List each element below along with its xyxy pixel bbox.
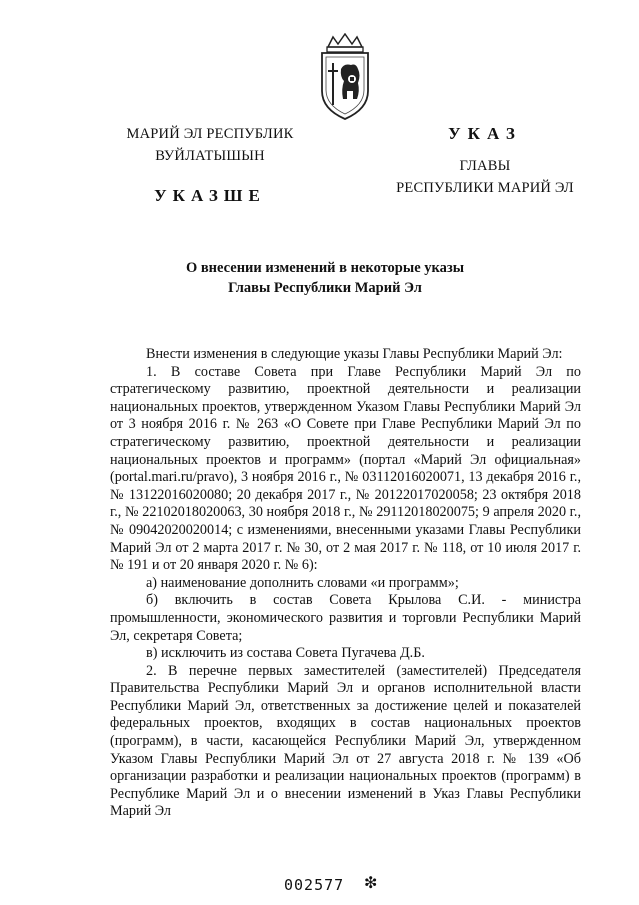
header-left-line1: МАРИЙ ЭЛ РЕСПУБЛИК	[126, 126, 294, 142]
document-body	[110, 346, 581, 821]
serial-mark-icon: ❇	[364, 875, 378, 892]
coat-of-arms-emblem	[314, 33, 376, 121]
header-left-block	[100, 123, 320, 207]
header-right-block	[370, 123, 600, 199]
body-paragraph: а) наименование дополнить словами «и программ»;	[146, 574, 459, 591]
header-left-decree-word: УКАЗШЕ	[154, 186, 266, 205]
body-paragraph: б) включить в состав Совета Крылова С.И. - министра промышленности, экономического развития и торговли Республики Марий Эл, секретаря Совета;	[110, 592, 581, 644]
header-right-decree-word: УКАЗ	[448, 124, 522, 143]
document-title-line1: О внесении изменений в некоторые указы	[185, 260, 465, 276]
serial-number: 002577	[284, 876, 345, 894]
header-right-line2: РЕСПУБЛИКИ МАРИЙ ЭЛ	[396, 180, 574, 196]
document-title	[110, 258, 540, 298]
header-left-line2: ВУЙЛАТЫШЫН	[155, 148, 265, 164]
body-paragraph: Внести изменения в следующие указы Главы Республики Марий Эл:	[146, 346, 563, 362]
body-paragraph: 2. В перечне первых заместителей (заместителей) Председателя Правительства Республики Марий Эл и органов исполнительной власти Республики Марий Эл, ответственных за достижение целей и показателей федеральных проектов, входящих в состав национальных проектов (программ), в части, касающейся Республики Марий Эл, утвержденном Указом Главы Республики Марий Эл от 27 августа 2018 г. № 139 «Об организации разработки и реализации национальных проектов (программ) в Республике Марий Эл и о внесении изменений в Указ Главы Республики Марий Эл	[110, 662, 581, 820]
body-paragraph: 1. В составе Совета при Главе Республики Марий Эл по стратегическому развитию, проектной деятельности и реализации национальных проектов, утвержденном Указом Главы Республики Марий Эл от 3 ноября 2016 г. № 263 «О Совете при Главе Республики Марий Эл по стратегическому развитию, проектной деятельности и реализации национальных проектов и программ» (портал «Марий Эл официальная» (portal.mari.ru/pravo), 3 ноября 2016 г., № 03112016020071, 13 декабря 2016 г., № 13122016020080; 20 декабря 2017 г., № 20122017020058; 23 октября 2018 г., № 22102018020063, 30 ноября 2018 г., № 29112018020075; 9 апреля 2020 г., № 09042020020014; с изменениями, внесенными указами Главы Республики Марий Эл от 2 марта 2017 г. № 30, от 2 мая 2017 г. № 118, от 10 июля 2017 г. № 191 и от 20 января 2020 г. № 6):	[110, 363, 581, 574]
body-paragraph: в) исключить из состава Совета Пугачева Д.Б.	[146, 645, 425, 662]
header-right-line1: ГЛАВЫ	[459, 158, 511, 174]
document-title-line2: Главы Республики Марий Эл	[228, 280, 422, 296]
